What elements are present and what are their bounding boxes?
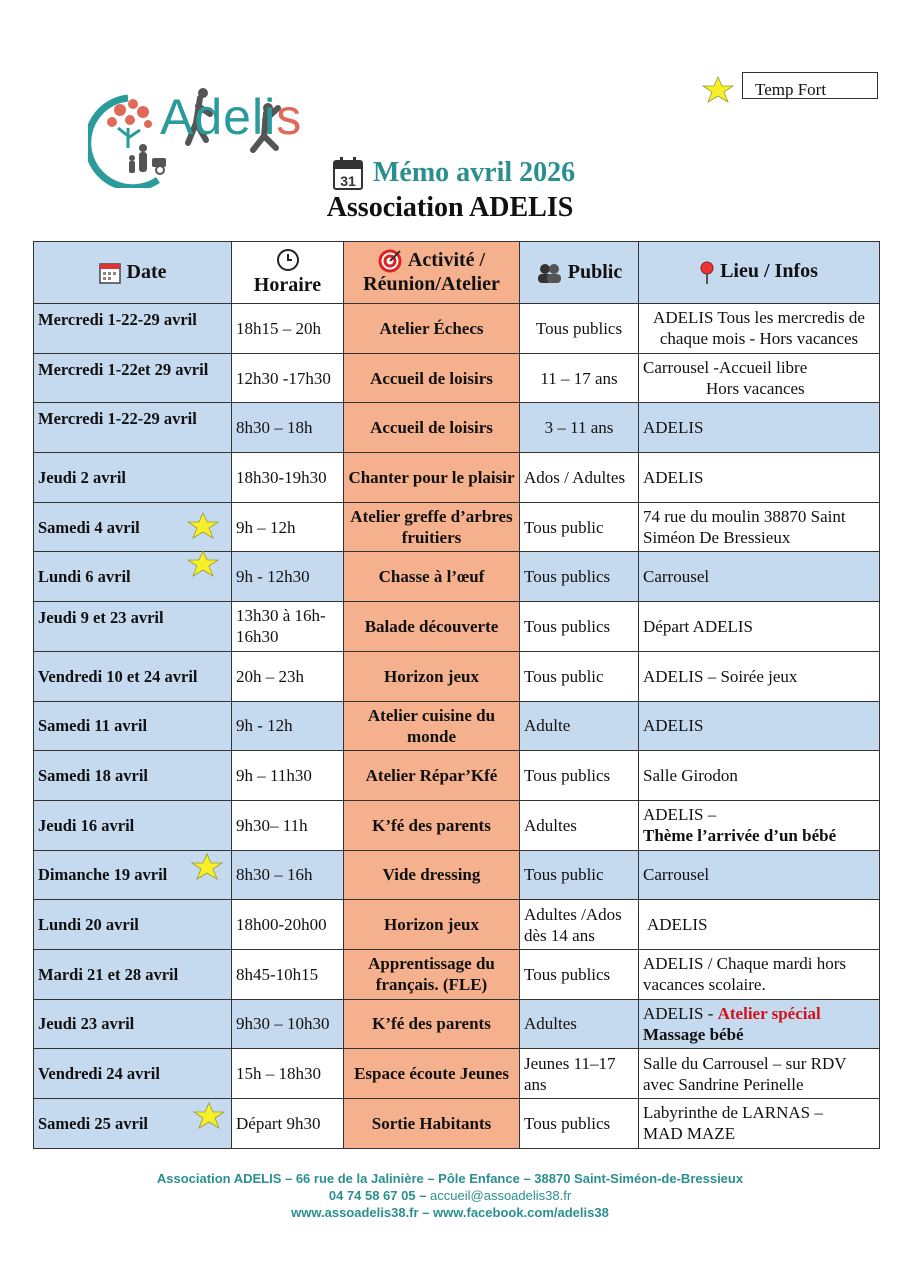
table-row [34,502,880,552]
memo-heading [333,155,575,191]
row-activity: Chanter pour le plaisir [344,453,520,503]
row-date: Mercredi 1-22et 29 avril [34,353,232,403]
footer-contact: 04 74 58 67 05 – accueil@assoadelis38.fr [328,1188,572,1203]
row-activity: Accueil de loisirs [344,353,520,403]
row-lieu: Labyrinthe de LARNAS – MAD MAZE [639,1099,880,1149]
row-activity: K’fé des parents [344,999,520,1049]
table-header-row [34,242,880,304]
header-public: Public [520,242,639,304]
row-public: Tous publics [520,552,639,602]
row-lieu: ADELIS [639,701,880,751]
row-activity: Atelier Répar’Kfé [344,751,520,801]
footer-address: Association ADELIS – 66 rue de la Jalinière – Pôle Enfance – 38870 Saint-Siméon-de-Bressieux [156,1171,744,1186]
pin-icon [700,261,714,285]
row-lieu: ADELIS [639,403,880,453]
row-horaire: 15h – 18h30 [232,1049,344,1099]
row-lieu: Salle Girodon [639,751,880,801]
row-date: Lundi 6 avril [34,552,232,602]
legend [697,72,887,102]
row-activity: Atelier cuisine du monde [344,701,520,751]
star-icon [697,76,739,104]
row-public: Tous publics [520,304,639,354]
clock-icon [276,248,300,272]
row-horaire: 9h30 – 10h30 [232,999,344,1049]
table-row [34,850,880,900]
star-icon [188,1102,230,1130]
row-public: Tous public [520,651,639,701]
row-activity: K’fé des parents [344,800,520,850]
table-row [34,751,880,801]
row-public: Tous publics [520,602,639,652]
calendar-icon [99,262,121,284]
row-date: Samedi 18 avril [34,751,232,801]
legend-label: Temp Fort [742,72,878,99]
row-activity: Atelier greffe d’arbres fruitiers [344,502,520,552]
row-activity: Chasse à l’œuf [344,552,520,602]
footer [0,1170,900,1221]
row-public: Tous publics [520,949,639,999]
table-row [34,999,880,1049]
table-row [34,651,880,701]
row-public: Adultes [520,999,639,1049]
schedule-table [33,241,880,1149]
row-public: Ados / Adultes [520,453,639,503]
row-lieu: Carrousel [639,552,880,602]
table-row [34,949,880,999]
row-lieu: ADELIS – Thème l’arrivée d’un bébé [639,800,880,850]
row-date: Samedi 25 avril [34,1099,232,1149]
row-lieu: Départ ADELIS [639,602,880,652]
table-row [34,1099,880,1149]
row-lieu: 74 rue du moulin 38870 Saint Siméon De Bressieux [639,502,880,552]
row-horaire: 12h30 -17h30 [232,353,344,403]
memo-title: Mémo avril 2026 [373,157,576,188]
row-horaire: 18h15 – 20h [232,304,344,354]
row-horaire: 9h - 12h [232,701,344,751]
footer-email[interactable]: accueil@assoadelis38.fr [430,1188,572,1203]
row-activity: Sortie Habitants [344,1099,520,1149]
row-horaire: 9h – 11h30 [232,751,344,801]
row-horaire: 9h30– 11h [232,800,344,850]
row-activity: Horizon jeux [344,651,520,701]
row-activity: Horizon jeux [344,900,520,950]
row-horaire: Départ 9h30 [232,1099,344,1149]
table-row [34,602,880,652]
footer-websites[interactable]: www.assoadelis38.fr – www.facebook.com/adelis38 [291,1205,609,1220]
row-lieu: ADELIS / Chaque mardi hors vacances scolaire. [639,949,880,999]
row-lieu: Carrousel [639,850,880,900]
people-icon [536,262,562,284]
row-public: 3 – 11 ans [520,403,639,453]
row-date: Mercredi 1-22-29 avril [34,403,232,453]
row-activity: Balade découverte [344,602,520,652]
star-icon [182,550,224,578]
row-lieu: ADELIS Tous les mercredis de chaque mois - Hors vacances [639,304,880,354]
row-activity: Accueil de loisirs [344,403,520,453]
row-lieu: Carrousel -Accueil libre Hors vacances [639,353,880,403]
row-lieu: Salle du Carrousel – sur RDV avec Sandrine Perinelle [639,1049,880,1099]
row-horaire: 13h30 à 16h-16h30 [232,602,344,652]
star-icon [186,853,228,881]
row-date: Jeudi 16 avril [34,800,232,850]
row-public: Tous public [520,502,639,552]
association-title: Association ADELIS [326,192,574,223]
table-row [34,552,880,602]
row-date: Jeudi 23 avril [34,999,232,1049]
row-lieu: ADELIS [639,453,880,503]
row-public: Adulte [520,701,639,751]
row-horaire: 18h30-19h30 [232,453,344,503]
table-row [34,900,880,950]
row-horaire: 9h – 12h [232,502,344,552]
row-public: Jeunes 11–17 ans [520,1049,639,1099]
row-public: Tous publics [520,1099,639,1149]
row-horaire: 8h30 – 16h [232,850,344,900]
row-horaire: 8h45-10h15 [232,949,344,999]
row-date: Mercredi 1-22-29 avril [34,304,232,354]
row-date: Lundi 20 avril [34,900,232,950]
row-horaire: 20h – 23h [232,651,344,701]
table-row [34,304,880,354]
row-activity: Atelier Échecs [344,304,520,354]
target-icon [378,249,402,273]
table-row [34,1049,880,1099]
row-lieu: ADELIS [639,900,880,950]
table-row [34,453,880,503]
row-date: Mardi 21 et 28 avril [34,949,232,999]
table-row [34,353,880,403]
row-horaire: 9h - 12h30 [232,552,344,602]
row-date: Vendredi 24 avril [34,1049,232,1099]
row-public: Tous public [520,850,639,900]
row-date: Samedi 11 avril [34,701,232,751]
row-activity: Vide dressing [344,850,520,900]
row-public: Adultes [520,800,639,850]
svg-text:31: 31 [340,172,356,189]
table-row [34,800,880,850]
table-row [34,701,880,751]
row-horaire: 8h30 – 18h [232,403,344,453]
table-row [34,403,880,453]
row-date: Jeudi 9 et 23 avril [34,602,232,652]
row-date: Samedi 4 avril [34,502,232,552]
row-date: Dimanche 19 avril [34,850,232,900]
row-public: Adultes /Ados dès 14 ans [520,900,639,950]
header-activity: Activité / Réunion/Atelier [344,242,520,304]
header-horaire: Horaire [232,242,344,304]
row-date: Jeudi 2 avril [34,453,232,503]
header-date: Date [34,242,232,304]
row-activity: Apprentissage du français. (FLE) [344,949,520,999]
row-lieu: ADELIS - Atelier spécial Massage bébé [639,999,880,1049]
row-lieu: ADELIS – Soirée jeux [639,651,880,701]
star-icon [182,512,224,540]
header-lieu: Lieu / Infos [639,242,880,304]
calendar-icon [333,157,363,190]
row-public: Tous publics [520,751,639,801]
row-horaire: 18h00-20h00 [232,900,344,950]
row-activity: Espace écoute Jeunes [344,1049,520,1099]
logo-text: Adelis [160,89,303,145]
row-date: Vendredi 10 et 24 avril [34,651,232,701]
row-public: 11 – 17 ans [520,353,639,403]
